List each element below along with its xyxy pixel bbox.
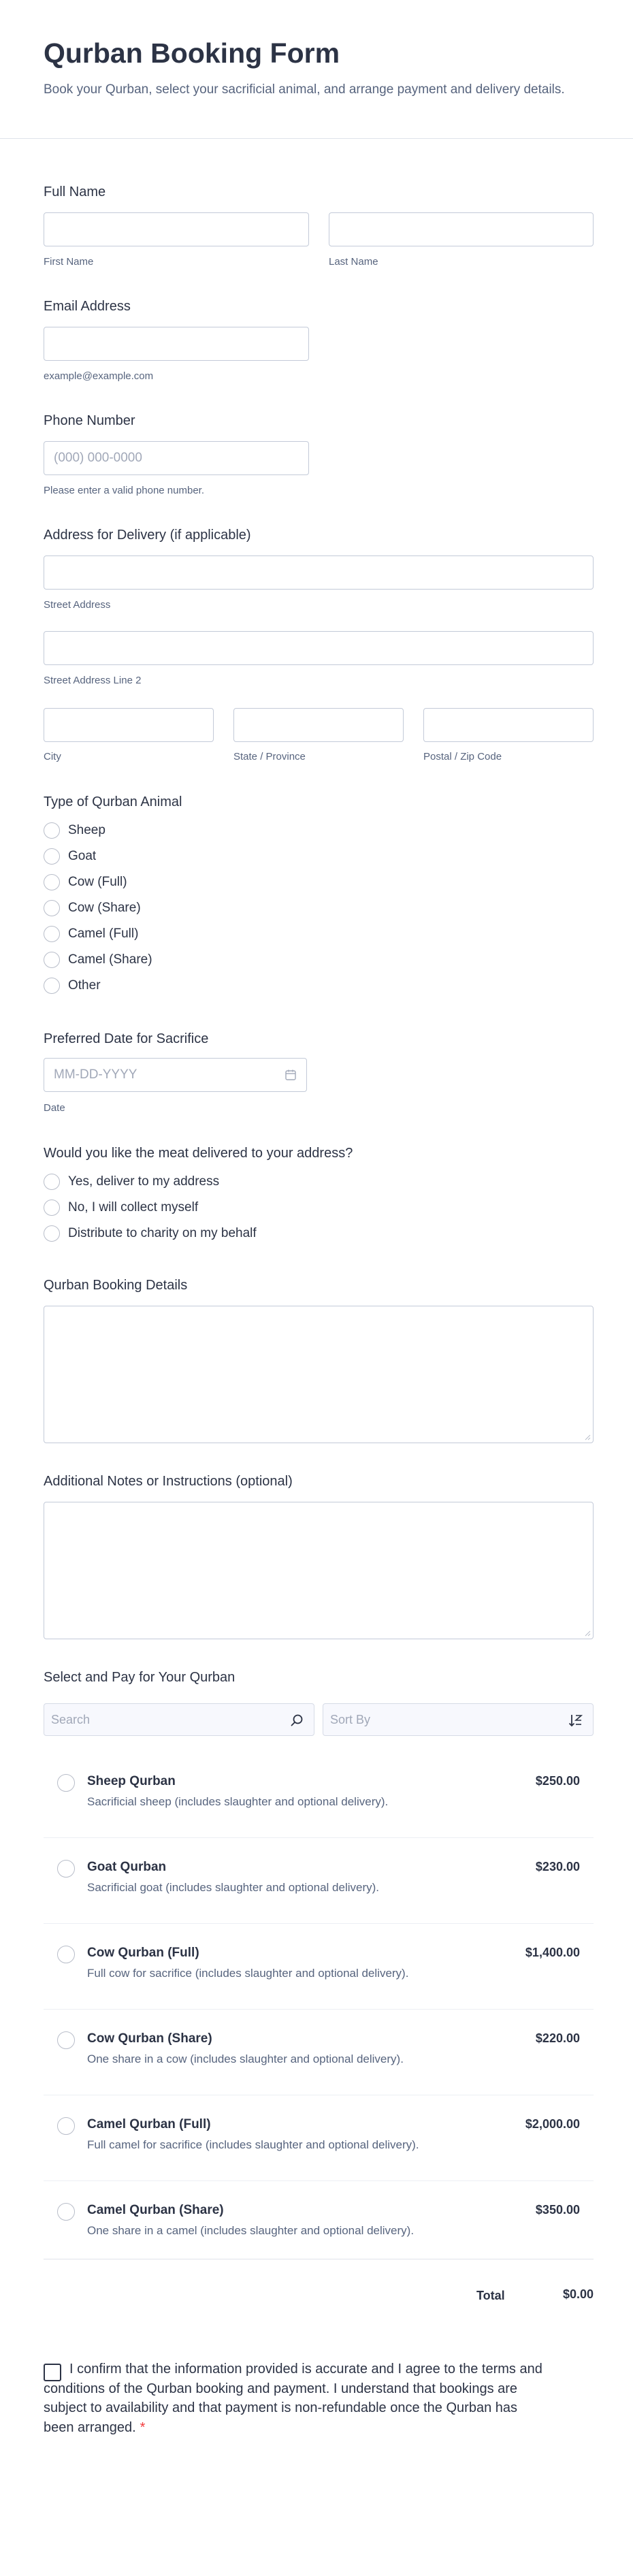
resize-handle-icon[interactable] [584,1630,591,1637]
date-input[interactable] [44,1058,307,1092]
product-name: Goat Qurban [87,1860,167,1874]
terms-text [44,2360,547,2437]
radio-circle[interactable] [44,1225,60,1242]
radio-label: Distribute to charity on my behalf [68,1226,257,1240]
calendar-icon[interactable] [285,1069,297,1081]
product-name: Camel Qurban (Full) [87,2117,211,2131]
product-description: Full cow for sacrifice (includes slaughter and optional delivery). [87,1967,409,1980]
radio-label: Cow (Share) [68,901,141,915]
radio-label: Camel (Full) [68,927,139,941]
animal-option-camel-share[interactable] [44,950,152,969]
address-label: Address for Delivery (if applicable) [44,528,251,543]
product-description: Sacrificial sheep (includes slaughter and optional delivery). [87,1795,389,1808]
resize-handle-icon[interactable] [584,1434,591,1440]
product-name: Cow Qurban (Full) [87,1946,199,1960]
delivery-option-collect[interactable] [44,1198,198,1217]
product-item[interactable] [44,1752,594,1838]
street-address-input[interactable] [44,556,594,590]
booking-details-textarea[interactable] [44,1306,594,1443]
terms-label: I confirm that the information provided is accurate and I agree to the terms and conditions of the Qurban booking and payment. I understand that bookings are subject to availability and that payment is non-refundable once the Qurban has been arranged. [44,2362,542,2435]
animal-option-cow-full[interactable] [44,873,127,892]
animal-option-cow-share[interactable] [44,899,141,918]
product-price: $230.00 [535,1860,580,1873]
form-title: Qurban Booking Form [44,37,340,69]
radio-circle[interactable] [44,1174,60,1190]
product-name: Sheep Qurban [87,1774,176,1788]
product-description: Full camel for sacrifice (includes slaughter and optional delivery). [87,2138,419,2151]
radio-circle[interactable] [44,900,60,916]
city-sublabel: City [44,751,61,762]
phone-field [44,413,594,501]
state-input[interactable] [233,708,404,742]
street-address-2-input[interactable] [44,631,594,665]
radio-label: Goat [68,849,97,863]
product-item[interactable] [44,1924,594,2010]
radio-circle[interactable] [44,926,60,942]
product-search-input[interactable] [44,1703,314,1736]
phone-label: Phone Number [44,413,135,428]
animal-option-camel-full[interactable] [44,924,138,944]
product-radio[interactable] [57,2203,75,2221]
first-name-sublabel: First Name [44,256,94,268]
date-label: Preferred Date for Sacrifice [44,1031,209,1046]
search-icon[interactable] [289,1713,304,1728]
street-address-sublabel: Street Address [44,599,111,611]
street-address-2-sublabel: Street Address Line 2 [44,675,142,686]
payment-field [44,1669,594,2316]
product-sort-select[interactable] [323,1703,594,1736]
booking-details-label: Qurban Booking Details [44,1278,188,1293]
email-field [44,298,594,387]
full-name-label: Full Name [44,184,106,199]
total-value: $0.00 [562,2287,594,2301]
form-description: Book your Qurban, select your sacrificial animal, and arrange payment and delivery details. [44,82,565,97]
product-name: Cow Qurban (Share) [87,2031,212,2046]
last-name-input[interactable] [329,212,594,246]
delivery-option-charity[interactable] [44,1224,257,1243]
delivery-option-deliver[interactable] [44,1172,219,1191]
radio-label: Other [68,978,101,993]
product-radio[interactable] [57,2117,75,2135]
email-label: Email Address [44,299,131,314]
animal-type-label: Type of Qurban Animal [44,794,182,809]
product-description: One share in a cow (includes slaughter and optional delivery). [87,2052,404,2065]
city-input[interactable] [44,708,214,742]
product-price: $220.00 [535,2031,580,2045]
animal-type-field [44,794,594,1005]
notes-label: Additional Notes or Instructions (optional) [44,1474,293,1489]
product-item[interactable] [44,2095,594,2181]
product-description: One share in a camel (includes slaughter and optional delivery). [87,2224,415,2237]
product-toolbar [44,1703,594,1736]
radio-label: Cow (Full) [68,875,127,889]
product-description: Sacrificial goat (includes slaughter and optional delivery). [87,1881,380,1894]
state-sublabel: State / Province [233,751,306,762]
postal-code-sublabel: Postal / Zip Code [423,751,502,762]
phone-input[interactable] [44,441,309,475]
postal-code-input[interactable] [423,708,594,742]
radio-circle[interactable] [44,978,60,994]
date-field [44,1031,594,1119]
radio-label: Sheep [68,823,106,837]
notes-textarea[interactable] [44,1502,594,1639]
sort-placeholder: Sort By [330,1713,371,1726]
email-sublabel: example@example.com [44,370,154,382]
phone-placeholder: (000) 000-0000 [54,451,142,465]
delivery-label: Would you like the meat delivered to your address? [44,1146,353,1161]
animal-option-other[interactable] [44,976,101,995]
sort-icon[interactable] [568,1713,583,1728]
animal-option-goat[interactable] [44,847,96,866]
product-item[interactable] [44,1838,594,1924]
payment-label: Select and Pay for Your Qurban [44,1670,236,1685]
product-price: $2,000.00 [525,2117,580,2131]
radio-circle[interactable] [44,952,60,968]
product-radio[interactable] [57,1860,75,1878]
phone-sublabel: Please enter a valid phone number. [44,485,204,496]
animal-option-sheep[interactable] [44,821,106,840]
radio-label: Camel (Share) [68,952,152,967]
product-price: $250.00 [535,1774,580,1788]
radio-label: No, I will collect myself [68,1200,199,1214]
product-price: $1,400.00 [525,1946,580,1959]
product-radio[interactable] [57,1774,75,1792]
full-name-field [44,184,594,272]
required-mark: * [140,2419,146,2435]
form-header [0,0,633,139]
product-price: $350.00 [535,2203,580,2217]
notes-field [44,1473,594,1641]
radio-circle[interactable] [44,1200,60,1216]
product-item[interactable] [44,2181,594,2267]
product-name: Camel Qurban (Share) [87,2203,224,2217]
booking-details-field [44,1277,594,1445]
date-sublabel: Date [44,1102,65,1114]
email-input[interactable] [44,327,309,361]
search-placeholder: Search [51,1713,91,1726]
total-label: Total [476,2289,505,2302]
radio-circle[interactable] [44,848,60,865]
delivery-field [44,1145,594,1247]
product-item[interactable] [44,2010,594,2095]
date-placeholder: MM-DD-YYYY [54,1067,137,1082]
address-field [44,527,594,765]
product-radio[interactable] [57,2031,75,2049]
radio-circle[interactable] [44,874,60,890]
first-name-input[interactable] [44,212,309,246]
terms-field [44,2360,594,2441]
last-name-sublabel: Last Name [329,256,378,268]
radio-label: Yes, deliver to my address [68,1174,220,1189]
radio-circle[interactable] [44,822,60,839]
product-radio[interactable] [57,1946,75,1963]
